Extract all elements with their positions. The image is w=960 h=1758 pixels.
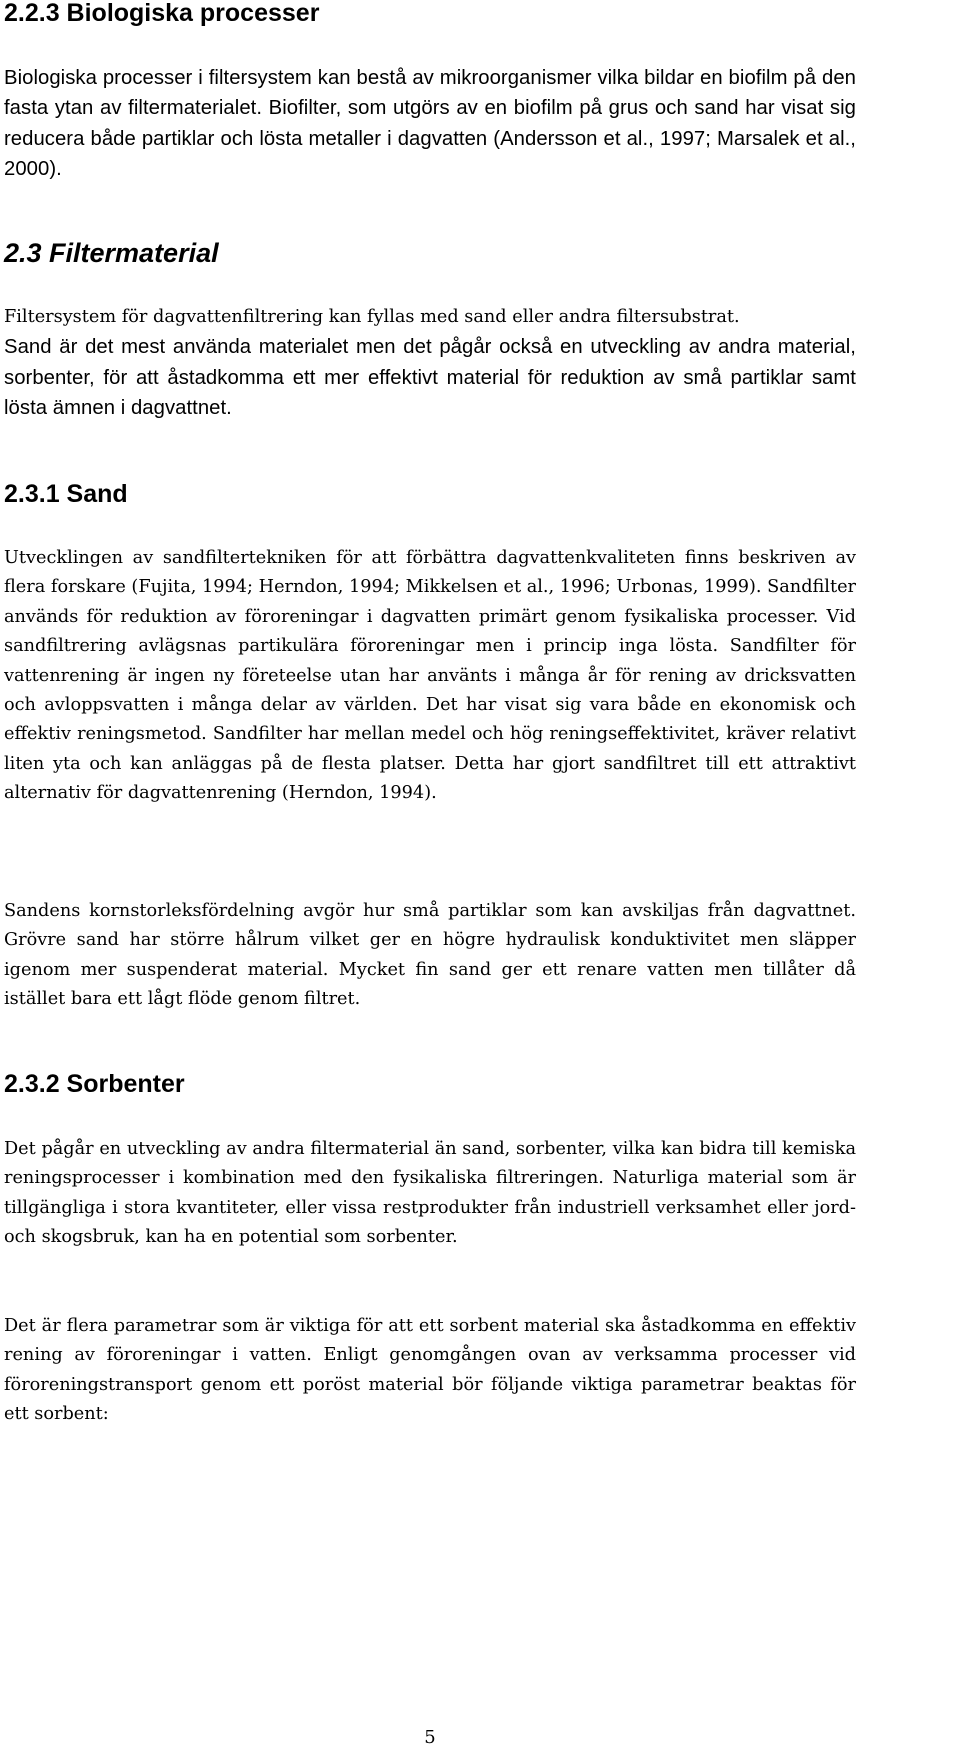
- paragraph-filtermaterial: [4, 303, 856, 424]
- section-heading-sorbenter: 2.3.2 Sorbenter: [4, 1070, 185, 1098]
- paragraph-filtermaterial-first-sentence: Filtersystem för dagvattenfiltrering kan fyllas med sand eller andra filtersubstrat.: [4, 307, 740, 327]
- paragraph-sorbenter-2: Det är flera parametrar som är viktiga för att ett sorbent material ska åstadkomma en effektiv rening av föroreningar i vatten. Enligt genomgången ovan av verksamma processer vid föroreningstransport genom ett poröst material bör följande viktiga parametrar beaktas för ett sorbent:: [4, 1316, 856, 1425]
- page-number: 5: [424, 1727, 436, 1748]
- section-heading-biological-processes: 2.2.3 Biologiska processer: [4, 0, 320, 27]
- section-heading-sand: 2.3.1 Sand: [4, 480, 128, 508]
- paragraph-sand-2: Sandens kornstorleksfördelning avgör hur små partiklar som kan avskiljas från dagvattnet. Grövre sand har större hålrum vilket ger en högre hydraulisk konduktivitet men släpper igenom mer suspenderat material. Mycket fin sand ger ett renare vatten men tillåter då istället bara ett lågt flöde genom filtret.: [4, 901, 856, 1010]
- paragraph-filtermaterial-rest: Sand är det mest använda materialet men det pågår också en utveckling av andra material, sorbenter, för att åstadkomma ett mer effektivt material för reduktion av små partiklar samt lösta ämnen i dagvattnet.: [4, 336, 856, 420]
- paragraph-sand-1: Utvecklingen av sandfiltertekniken för att förbättra dagvattenkvaliteten finns beskriven av flera forskare (Fujita, 1994; Herndon, 1994; Mikkelsen et al., 1996; Urbonas, 1999). Sandfilter används för reduktion av föroreningar i dagvatten primärt genom fysikaliska processer. Vid sandfiltrering avlägsnas partikulära föroreningar men i princip inga lösta. Sandfilter för vattenrening är ingen ny företeelse utan har använts i många år för rening av dricksvatten och avloppsvatten i många delar av världen. Det har visat sig vara både en ekonomisk och effektiv reningsmetod. Sandfilter har mellan medel och hög reningseffektivitet, kräver relativt liten yta och kan anläggas på de flesta platser. Detta har gjort sandfiltret till ett attraktivt alternativ för dagvattenrening (Herndon, 1994).: [4, 548, 856, 804]
- paragraph-sorbenter-1: Det pågår en utveckling av andra filtermaterial än sand, sorbenter, vilka kan bidra till kemiska reningsprocesser i kombination med den fysikaliska filtreringen. Naturliga material som är tillgängliga i stora kvantiteter, eller vissa restprodukter från industriell verksamhet eller jord- och skogsbruk, kan ha en potential som sorbenter.: [4, 1139, 856, 1248]
- paragraph-biological-processes: Biologiska processer i filtersystem kan bestå av mikroorganismer vilka bildar en biofilm på den fasta ytan av filtermaterialet. Biofilter, som utgörs av en biofilm på grus och sand har visat sig reducera både partiklar och lösta metaller i dagvatten (Andersson et al., 1997; Marsalek et al., 2000).: [4, 67, 856, 181]
- section-heading-filtermaterial: 2.3 Filtermaterial: [4, 238, 219, 268]
